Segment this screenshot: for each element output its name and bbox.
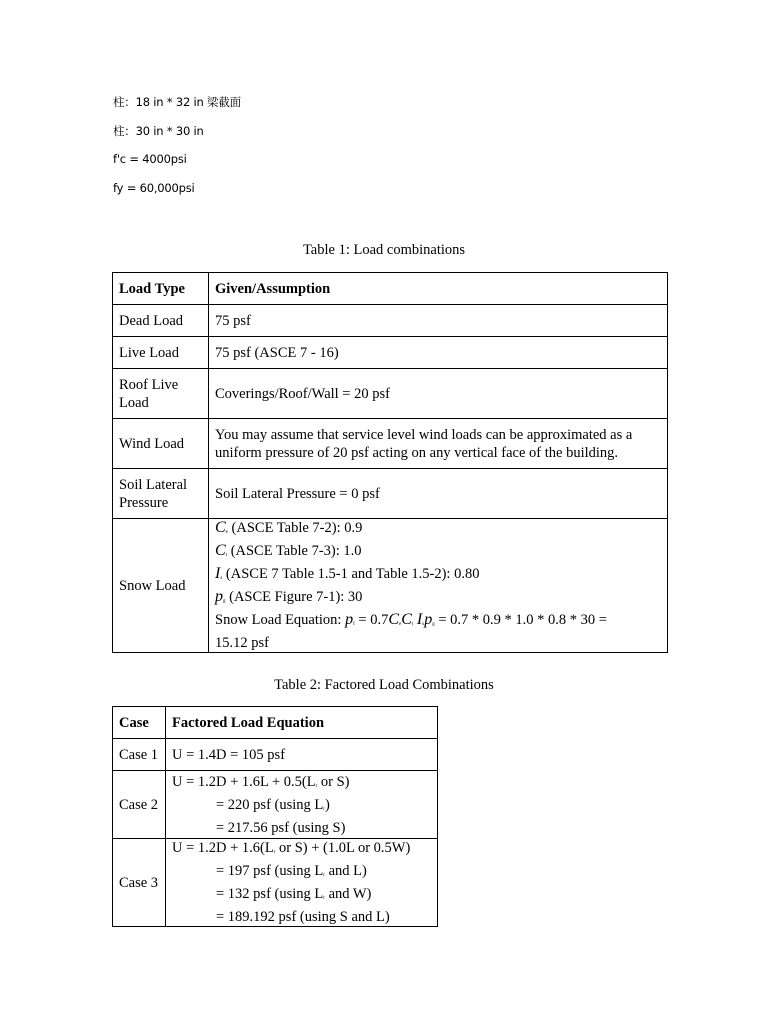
load-type-cell: Soil Lateral Pressure: [113, 469, 209, 519]
is-line: $I_s$ (ASCE 7 Table 1.5-1 and Table 1.5-2): 0.80: [215, 565, 480, 582]
pg-line: $p_g$ (ASCE Figure 7-1): 30: [215, 588, 363, 605]
load-type-cell: Wind Load: [113, 419, 209, 469]
header-factored-load-equation: Factored Load Equation: [166, 707, 438, 739]
load-type-cell: Live Load: [113, 337, 209, 369]
snow-load-parameters: [209, 519, 668, 653]
table1-caption: Table 1: Load combinations: [302, 242, 466, 258]
equation-line: $U = 1.2D + 1.6L + 0.5(L_r$ or S): [172, 773, 350, 790]
header-given-assumption: Given/Assumption: [209, 273, 668, 305]
table-row: [113, 419, 668, 469]
load-type-cell: Dead Load: [113, 305, 209, 337]
case-cell: Case 1: [113, 739, 166, 771]
equation-cell: [166, 839, 438, 927]
note-line-column: 柱：30 in * 30 in: [113, 124, 204, 138]
note-line-beam: 柱：18 in * 32 in 梁截面: [113, 95, 241, 109]
equation-line: = 189.192 psf (using S and L): [216, 909, 390, 925]
snow-equation-line: Snow Load Equation: $p_f = 0.7C_eC_t$ $I_sp_g = 0.7 * 0.9 * 1.0 * 0.8 * 30$ =: [215, 611, 607, 628]
header-load-type: Load Type: [113, 273, 209, 305]
equation-cell: [166, 771, 438, 839]
table-row: [113, 739, 438, 771]
table-row: [113, 839, 438, 927]
equation-line: = 217.56 psf (using S): [216, 819, 346, 836]
assumption-cell: 75 psf: [209, 305, 668, 337]
equation-line: $U = 1.2D + 1.6(L_r$ or S) + (1.0L or 0.5W): [172, 840, 411, 856]
note-line-fy: fy = 60,000psi: [113, 181, 195, 195]
load-combinations-table: [112, 272, 668, 653]
assumption-cell: Soil Lateral Pressure = 0 psf: [209, 469, 668, 519]
header-case: Case: [113, 707, 166, 739]
table-row: [113, 369, 668, 419]
equation-line: = 197 psf (using $L_r$ and L): [216, 863, 367, 879]
equation-line: = 220 psf (using $L_r$): [216, 796, 330, 813]
equation-line: = 132 psf (using $L_r$ and W): [216, 886, 372, 902]
table2-caption: Table 2: Factored Load Combinations: [274, 677, 494, 693]
assumption-cell: Coverings/Roof/Wall = 20 psf: [209, 369, 668, 419]
factored-load-combinations-table: [112, 706, 438, 927]
equation-cell: U = 1.4D = 105 psf: [166, 739, 438, 771]
note-line-fc: f'c = 4000psi: [113, 152, 187, 166]
ce-line: $C_e$ (ASCE Table 7-2): 0.9: [215, 519, 363, 536]
load-type-cell: Snow Load: [113, 519, 209, 653]
table-row: [113, 337, 668, 369]
load-type-cell: Roof Live Load: [113, 369, 209, 419]
table-row: [113, 305, 668, 337]
ct-line: $C_t$ (ASCE Table 7-3): 1.0: [215, 542, 362, 559]
snow-equation-result: 15.12 psf: [215, 635, 269, 651]
table-header-row: [113, 707, 438, 739]
assumption-cell: You may assume that service level wind loads can be approximated as a uniform pressure of 20 psf acting on any vertical face of the building.: [209, 419, 668, 469]
case-cell: Case 2: [113, 771, 166, 839]
case-cell: Case 3: [113, 839, 166, 927]
table-row-snow: [113, 519, 668, 653]
table-header-row: [113, 273, 668, 305]
table-row: [113, 469, 668, 519]
table-row: [113, 771, 438, 839]
assumption-cell: 75 psf (ASCE 7 - 16): [209, 337, 668, 369]
